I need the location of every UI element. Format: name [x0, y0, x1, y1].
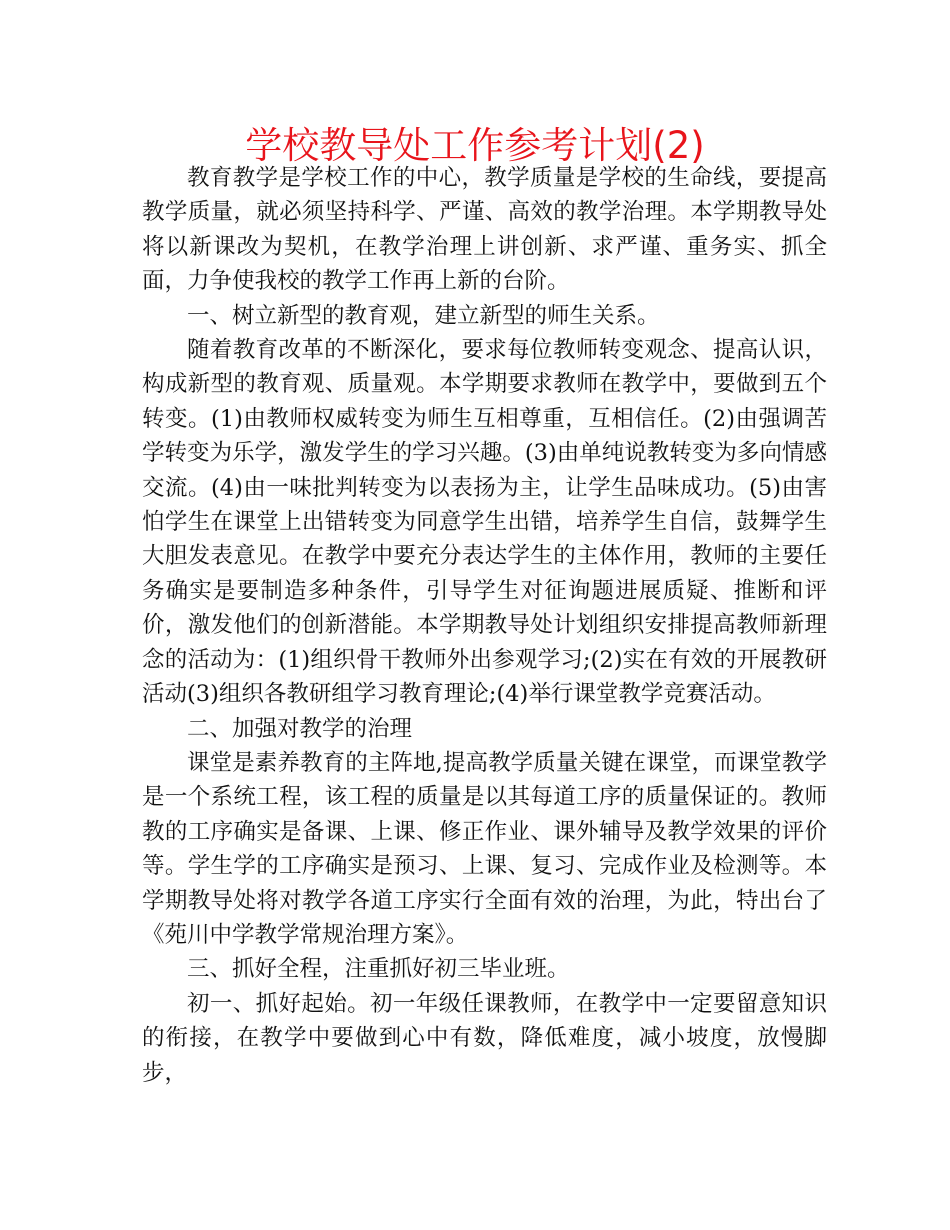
paragraph-section-3: 初一、抓好起始。初一年级任课教师，在教学中一定要留意知识的衔接，在教学中要做到心中有数，降低难度，减小坡度，放慢脚步，: [142, 990, 827, 1086]
section-heading-3: 三、抓好全程，注重抓好初三毕业班。: [187, 956, 570, 983]
paragraph-intro: 教育教学是学校工作的中心，教学质量是学校的生命线，要提高教学质量，就必须坚持科学、严谨、高效的教学治理。本学期教导处将以新课改为契机，在教学治理上讲创新、求严谨、重务实、抓全面，力争使我校的教学工作再上新的台阶。: [142, 165, 827, 295]
paragraph-section-2: 课堂是素养教育的主阵地,提高教学质量关键在课堂，而课堂教学是一个系统工程，该工程的质量是以其每道工序的质量保证的。教师教的工序确实是备课、上课、修正作业、课外辅导及教学效果的评价等。学生学的工序确实是预习、上课、复习、完成作业及检测等。本学期教导处将对教学各道工序实行全面有效的治理，为此，特出台了《苑川中学教学常规治理方案》。: [142, 749, 827, 948]
section-heading-1: 一、树立新型的教育观，建立新型的师生关系。: [187, 302, 660, 329]
section-heading-2: 二、加强对教学的治理: [187, 715, 413, 742]
document-title: 学校教导处工作参考计划(2): [245, 124, 705, 167]
paragraph-section-1: 随着教育改革的不断深化，要求每位教师转变观念、提高认识，构成新型的教育观、质量观。本学期要求教师在教学中，要做到五个转变。(1)由教师权威转变为师生互相尊重，互相信任。(2)由强调苦学转变为乐学，激发学生的学习兴趣。(3)由单纯说教转变为多向情感交流。(4)由一味批判转变为以表扬为主，让学生品味成功。(5)由害怕学生在课堂上出错转变为同意学生出错，培养学生自信，鼓舞学生大胆发表意见。在教学中要充分表达学生的主体作用，教师的主要任务确实是要制造多种条件，引导学生对征询题进展质疑、推断和评价，激发他们的创新潜能。本学期教导处计划组织安排提高教师新理念的活动为：(1)组织骨干教师外出参观学习;(2)实在有效的开展教研活动(3)组织各教研组学习教育理论;(4)举行课堂教学竞赛活动。: [142, 337, 827, 708]
document-body: [142, 161, 827, 1090]
